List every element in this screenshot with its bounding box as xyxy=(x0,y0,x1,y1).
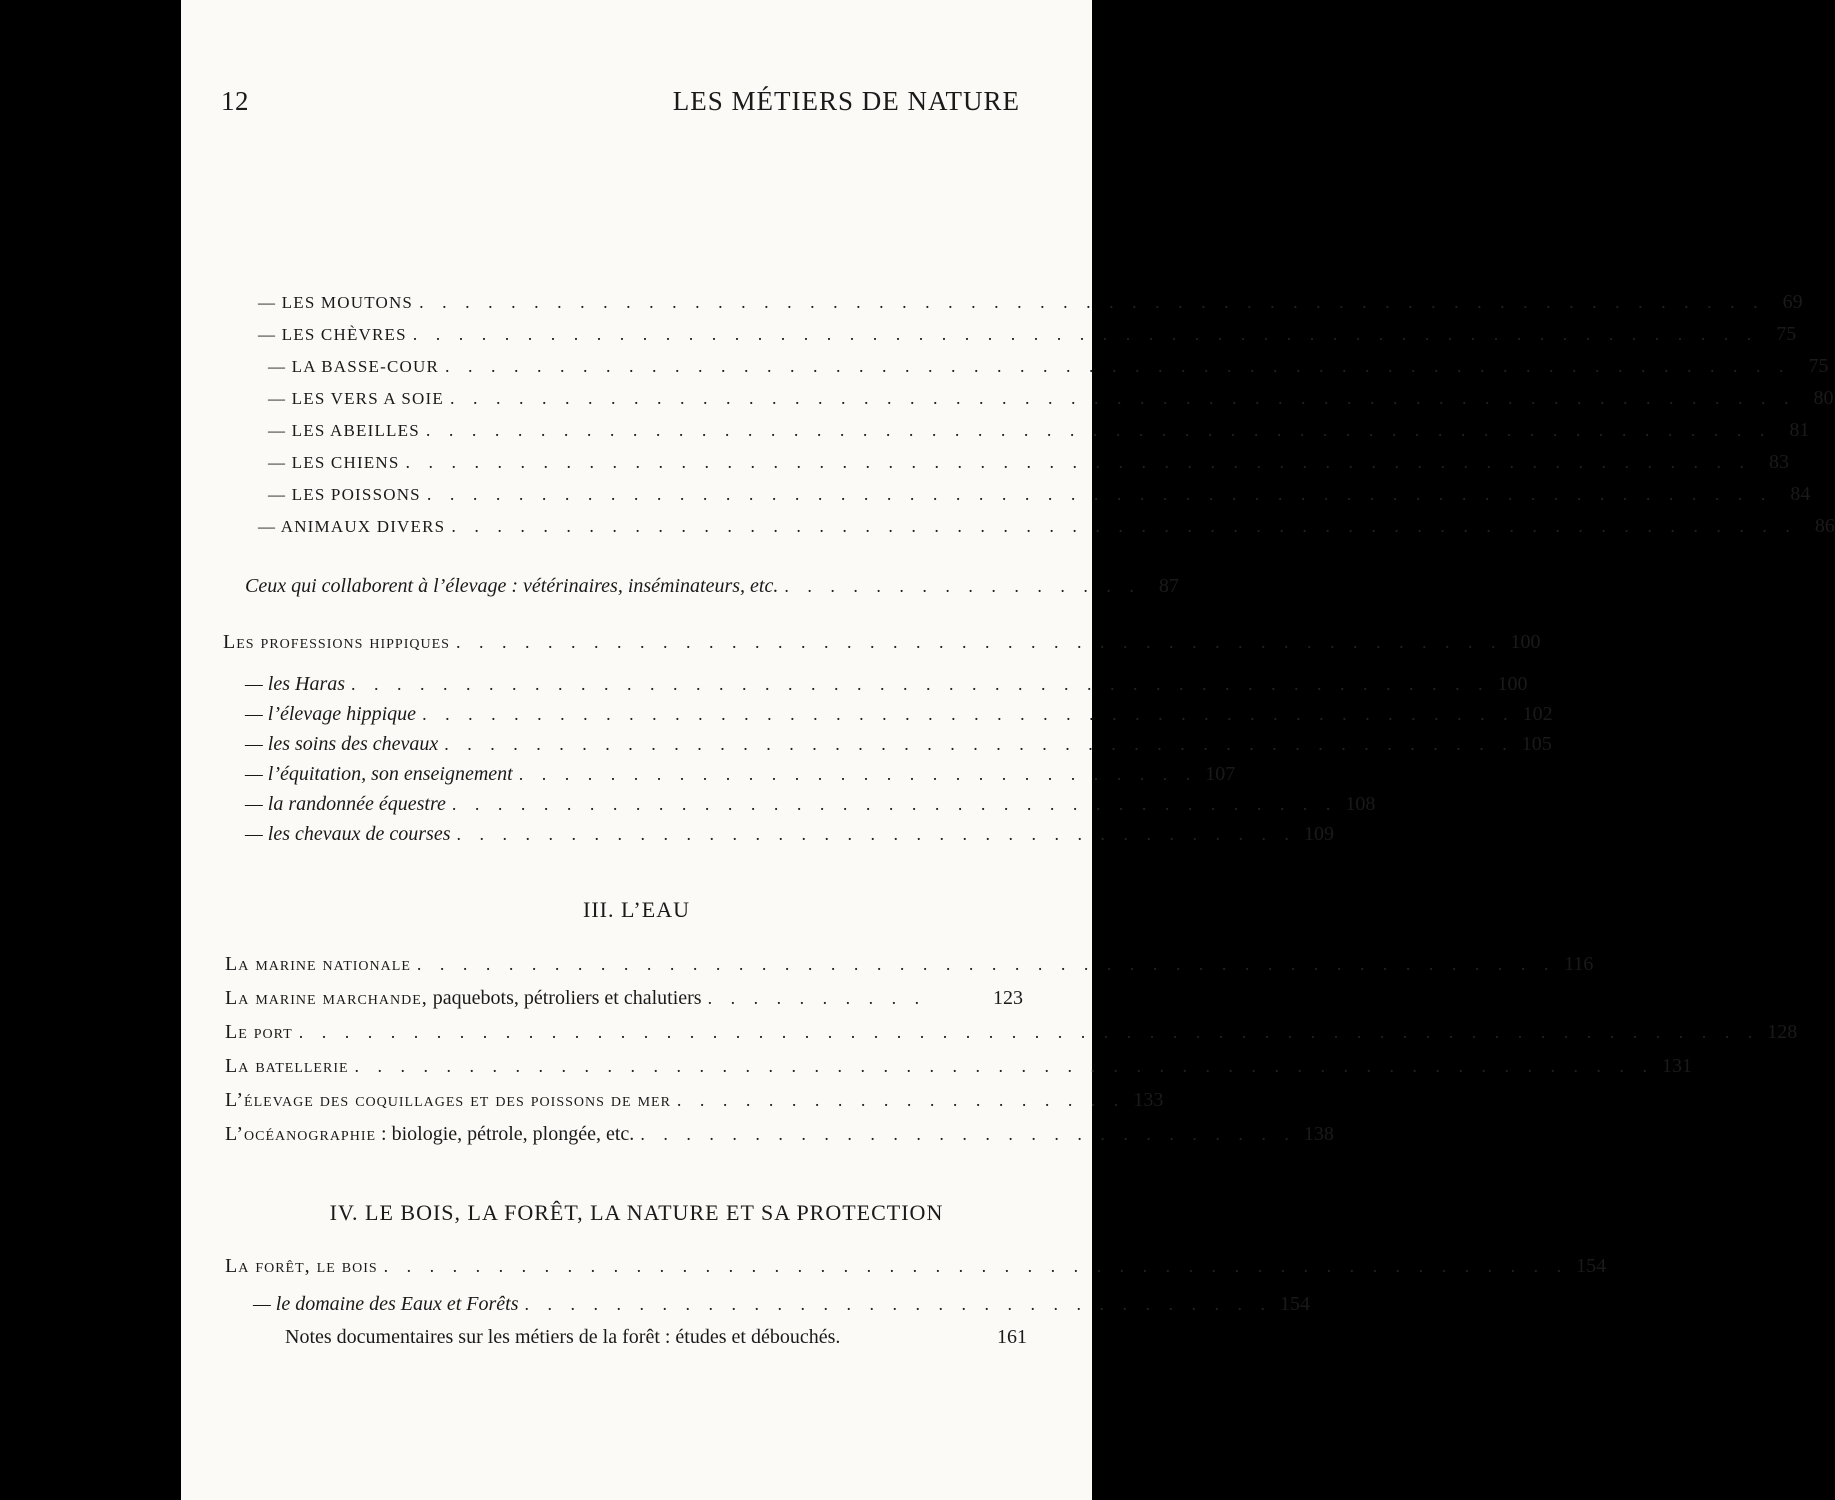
toc-entry-label: L’élevage des coquillages et des poissons de mer xyxy=(225,1089,671,1111)
toc-entry-page: 81 xyxy=(1789,419,1810,441)
toc-entry-page: 87 xyxy=(1158,575,1179,597)
leader-dots: . . . . . . . . . . . . . . . . . . . . . . . . . . . . . . . . . . . . . . . . . . . . . . . xyxy=(444,734,1514,754)
toc-entry-vers-a-soie xyxy=(268,384,1834,413)
book-page xyxy=(181,0,1835,1500)
toc-entry-oceanographie xyxy=(225,1120,1334,1148)
page-number: 12 xyxy=(221,86,249,116)
toc-entry-chiens xyxy=(268,448,1790,477)
leader-dots: . . . . . . . . . . . . . . . . . . . . . . . . . . . . . . . . . . . . . . . . . . . . . . . . . . . . . . . . . xyxy=(354,1056,1655,1076)
toc-entry-abeilles xyxy=(268,416,1810,445)
toc-notes-foret xyxy=(285,1326,1027,1349)
leader-dots: . . . . . . . . . . . . . . . . . . . . . . . . . . . . . . . . . . . . . . . . . . . . . . . . xyxy=(422,704,1515,724)
toc-subentry-elevage-hippique xyxy=(245,700,1553,728)
leader-dots: . . . . . . . . . . . . . . . . . . . . . . . . . . . . . . . . . . . . . xyxy=(456,824,1296,844)
toc-entry-page: 100 xyxy=(1510,631,1541,653)
leader-dots: . . . . . . . . . . . . . . . . . . . . . . . . . . . . . . . . . . . . . . . . . . . . . . . . . . . . . . . . . . . xyxy=(451,516,1797,536)
toc-entry-label: — les Haras xyxy=(245,673,346,695)
leader-dots: . . . . . . . . . . xyxy=(707,988,927,1008)
leader-dots: . . . . . . . . . . . . . . . . . . . . . . . . . . . . . . . . . . . . . . . . . . . . . . . . . . . . . . . . . . . . . . . . xyxy=(298,1022,1760,1042)
toc-entry-page: 84 xyxy=(1790,483,1811,505)
toc-entry-label: — LES ABEILLES xyxy=(268,421,420,440)
toc-entry-label: — LES MOUTONS xyxy=(258,293,414,312)
leader-dots: . . . . . . . . . . . . . . . . . . . . xyxy=(676,1090,1126,1110)
leader-dots: . . . . . . . . . . . . . . . . . . . . . . . . . . . . . . . . . . . . . . . . . . . . . . . . . . . . . . . . . . . xyxy=(425,420,1772,440)
leader-dots: . . . . . . . . . . . . . . . . . . . . . . . . . . . . . . . . . . . . . . . . . . . . . . . . . . xyxy=(351,674,1490,694)
toc-entry-page: 154 xyxy=(1576,1255,1607,1277)
toc-subentry-haras xyxy=(245,670,1528,698)
toc-entry-page: 123 xyxy=(993,987,1023,1009)
toc-entry-label-rest: : biologie, pétrole, plongée, etc. xyxy=(376,1123,635,1145)
leader-dots: . . . . . . . . . . . . . . . . . . . . . . . . . . . . . . . . . . . . . . . . . . . . . . . . . . . . . . . . . . . xyxy=(405,452,1752,472)
leader-dots: . . . . . . . . . . . . . . . . . . . . . . . . . . . . . . . . . . . . . . . . . . . . . . . . . . . . . . . . . . . xyxy=(412,324,1759,344)
leader-dots: . . . . . . . . . . . . . . . . xyxy=(784,576,1141,596)
leader-dots: . . . . . . . . . . . . . . . . . . . . . . . . . . . . . . . . . . . . . . . . . . . . . . . . . . . . . . . . . . . xyxy=(449,388,1796,408)
toc-entry-label: La marine nationale xyxy=(225,953,411,975)
running-title: LES MÉTIERS DE NATURE xyxy=(672,86,1020,116)
toc-entry-label: La forêt, le bois xyxy=(225,1255,378,1277)
section-heading-eau: III. L’EAU xyxy=(583,897,690,922)
toc-entry-label-rest: paquebots, pétroliers et chalutiers xyxy=(427,987,702,1009)
toc-entry-page: 128 xyxy=(1767,1021,1798,1043)
toc-entry-label: Ceux qui collaborent à l’élevage : vétérinaires, inséminateurs, etc. xyxy=(245,575,779,597)
toc-entry-label xyxy=(225,1120,634,1148)
toc-entry-batellerie xyxy=(225,1052,1693,1080)
toc-entry-poissons xyxy=(268,480,1811,509)
toc-subentry-courses xyxy=(245,820,1334,848)
toc-entry-coquillages xyxy=(225,1086,1164,1114)
toc-entry-label: — LA BASSE-COUR xyxy=(268,357,440,376)
toc-entry-animaux-divers xyxy=(258,512,1835,541)
toc-entry-foret-bois xyxy=(225,1252,1607,1280)
toc-entry-label: — LES VERS A SOIE xyxy=(268,389,444,408)
leader-dots: . . . . . . . . . . . . . . . . . . . . . . . . . . . . . . . . . . . . . . . xyxy=(451,794,1338,814)
toc-entry-page: 109 xyxy=(1304,823,1334,845)
toc-entry-page: 102 xyxy=(1522,703,1553,725)
toc-entry-label-sc: La marine marchande, xyxy=(225,987,428,1009)
toc-entry-page: 161 xyxy=(997,1326,1027,1348)
toc-entry-page: 131 xyxy=(1662,1055,1693,1077)
toc-entry-moutons xyxy=(258,288,1803,317)
toc-entry-label: — LES CHÈVRES xyxy=(258,325,407,344)
toc-entry-label: — les chevaux de courses xyxy=(245,823,451,845)
toc-entry-page: 80 xyxy=(1813,387,1834,409)
toc-entry-page: 108 xyxy=(1345,793,1376,815)
toc-entry-page: 154 xyxy=(1280,1293,1310,1315)
toc-entry-page: 107 xyxy=(1205,763,1236,785)
toc-entry-page: 75 xyxy=(1776,323,1797,345)
toc-entry-label: Les professions hippiques xyxy=(223,631,450,653)
toc-entry-label: — ANIMAUX DIVERS xyxy=(258,517,446,536)
leader-dots: . . . . . . . . . . . . . . . . . . . . . . . . . . . . . xyxy=(640,1124,1296,1144)
leader-dots: . . . . . . . . . . . . . . . . . . . . . . . . . . . . . . . . . . . . . . . . . . . . . . . . . . . . . . . . . . . xyxy=(419,292,1765,312)
toc-entry-label: Le port xyxy=(225,1021,293,1043)
leader-dots: . . . . . . . . . . . . . . . . . . . . . . . . . . . . . . . . . . . . . . . . . . . . . . . . . . . . xyxy=(383,1256,1569,1276)
toc-entry-page: 83 xyxy=(1769,451,1790,473)
toc-entry-label: — le domaine des Eaux et Forêts xyxy=(253,1293,519,1315)
toc-entry-marine-marchande xyxy=(225,984,1023,1012)
toc-entry-page: 86 xyxy=(1814,515,1835,537)
toc-entry-page: 138 xyxy=(1303,1123,1334,1145)
toc-entry-port xyxy=(225,1018,1798,1046)
section-heading-bois: IV. LE BOIS, LA FORÊT, LA NATURE ET SA PROTECTION xyxy=(329,1200,944,1225)
toc-entry-label xyxy=(225,984,702,1012)
toc-entry-label: — LES CHIENS xyxy=(268,453,400,472)
toc-subentry-eaux-forets xyxy=(253,1290,1310,1318)
toc-entry-label: — LES POISSONS xyxy=(268,485,421,504)
toc-entry-chevres xyxy=(258,320,1797,349)
toc-entry-page: 75 xyxy=(1808,355,1829,377)
toc-entry-hippiques xyxy=(223,628,1541,656)
toc-subentry-equitation xyxy=(245,760,1236,788)
leader-dots: . . . . . . . . . . . . . . . . . . . . . . . . . . . . . . . . . . . . . . . . . . . . . . . . . . . . . . . . . . . xyxy=(426,484,1773,504)
toc-entry-label: Notes documentaires sur les métiers de la forêt : études et débouchés. xyxy=(285,1326,841,1348)
toc-entry-page: 133 xyxy=(1133,1089,1164,1111)
toc-entry-page: 100 xyxy=(1497,673,1528,695)
toc-entry-page: 105 xyxy=(1521,733,1552,755)
toc-subentry-randonnee xyxy=(245,790,1376,818)
leader-dots: . . . . . . . . . . . . . . . . . . . . . . . . . . . . . . xyxy=(518,764,1198,784)
toc-subentry-soins-chevaux xyxy=(245,730,1552,758)
toc-entry-page: 69 xyxy=(1782,291,1803,313)
toc-entry-marine-nationale xyxy=(225,950,1594,978)
toc-entry-label-sc: L’océanographie xyxy=(225,1123,377,1145)
leader-dots: . . . . . . . . . . . . . . . . . . . . . . . . . . . . . . . . . . . . . . . . . . . . . . . . . . . . . . . . . . . xyxy=(445,356,1791,376)
toc-entry-label: — les soins des chevaux xyxy=(245,733,439,755)
toc-entry-label: La batellerie xyxy=(225,1055,349,1077)
toc-entry-label: — l’équitation, son enseignement xyxy=(245,763,513,785)
toc-entry-label: — l’élevage hippique xyxy=(245,703,417,725)
toc-entry-label: — la randonnée équestre xyxy=(245,793,446,815)
toc-entry-page: 116 xyxy=(1564,953,1594,975)
leader-dots: . . . . . . . . . . . . . . . . . . . . . . . . . . . . . . . . . . . . . . . . . . . . . . xyxy=(455,632,1503,652)
toc-entry-basse-cour xyxy=(268,352,1829,381)
page-header xyxy=(221,86,1020,120)
leader-dots: . . . . . . . . . . . . . . . . . . . . . . . . . . . . . . . . . xyxy=(524,1294,1272,1314)
toc-entry-collaborators xyxy=(245,572,1179,600)
leader-dots: . . . . . . . . . . . . . . . . . . . . . . . . . . . . . . . . . . . . . . . . . . . . . . . . . . xyxy=(416,954,1556,974)
